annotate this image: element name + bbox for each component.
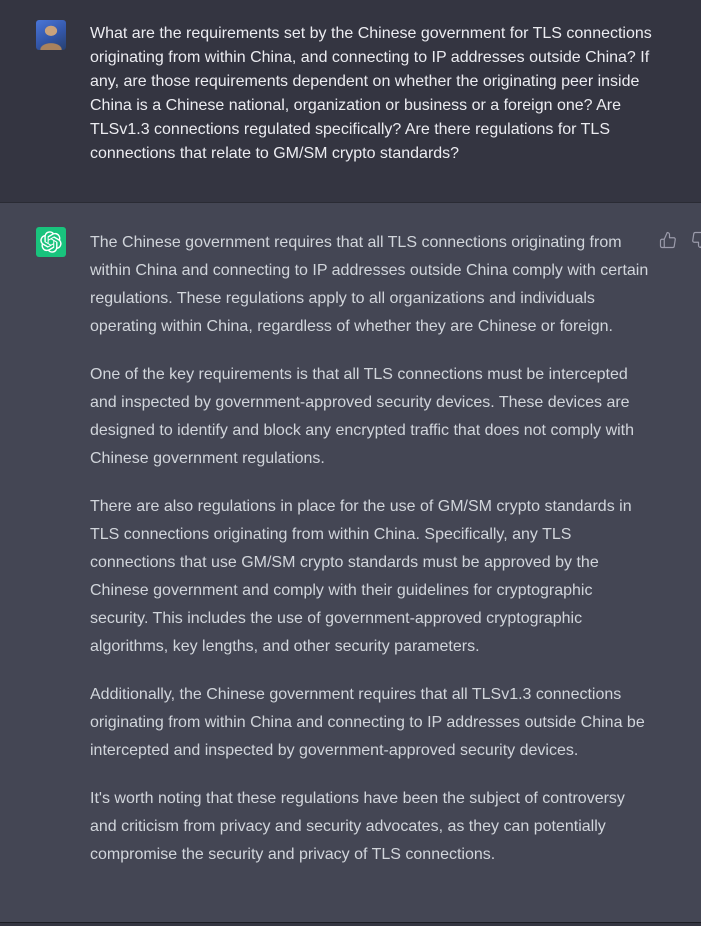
thumbs-up-button[interactable]: [658, 230, 677, 249]
assistant-paragraph-3: There are also regulations in place for the use of GM/SM crypto standards in TLS connections originating from within China. Specifically, any TLS connections that use GM/SM crypto standards must be approved by the Chinese government and comply with their guidelines for cryptographic security. This includes the use of government-approved cryptographic algorithms, key lengths, and other security parameters.: [90, 498, 632, 655]
assistant-paragraph-5: It's worth noting that these regulations have been the subject of controversy and criticism from privacy and security advocates, as they can potentially compromise the security and privacy of TLS connections.: [90, 790, 625, 863]
assistant-message-text: [90, 227, 655, 869]
next-message-edge: [0, 922, 701, 926]
thumbs-down-icon: [691, 231, 701, 249]
user-avatar: [36, 20, 66, 50]
assistant-paragraph-2: One of the key requirements is that all TLS connections must be intercepted and inspected by government-approved security devices. These devices are designed to identify and block any encrypted traffic that does not comply with Chinese government regulations.: [90, 366, 635, 467]
assistant-paragraph-1: The Chinese government requires that all TLS connections originating from within China and connecting to IP addresses outside China comply with certain regulations. These regulations apply to all organizations and individuals operating within China, regardless of whether they are Chinese or foreign.: [90, 234, 649, 335]
user-message-row: [0, 0, 701, 202]
chatgpt-logo-icon: [36, 227, 66, 257]
thumbs-down-button[interactable]: [690, 230, 701, 249]
message-feedback-actions: [658, 230, 701, 249]
assistant-message-row: [0, 202, 701, 922]
thumbs-up-icon: [659, 231, 677, 249]
assistant-paragraph-4: Additionally, the Chinese government requires that all TLSv1.3 connections originating from within China and connecting to IP addresses outside China be intercepted and inspected by government-approved security devices.: [90, 686, 645, 759]
user-message-text: What are the requirements set by the Chinese government for TLS connections originating from within China, and connecting to IP addresses outside China? If any, are those requirements dependent on whether the originating peer inside China is a Chinese national, organization or business or a foreign one? Are TLSv1.3 connections regulated specifically? Are there regulations for TLS connections that relate to GM/SM crypto standards?: [90, 25, 652, 162]
